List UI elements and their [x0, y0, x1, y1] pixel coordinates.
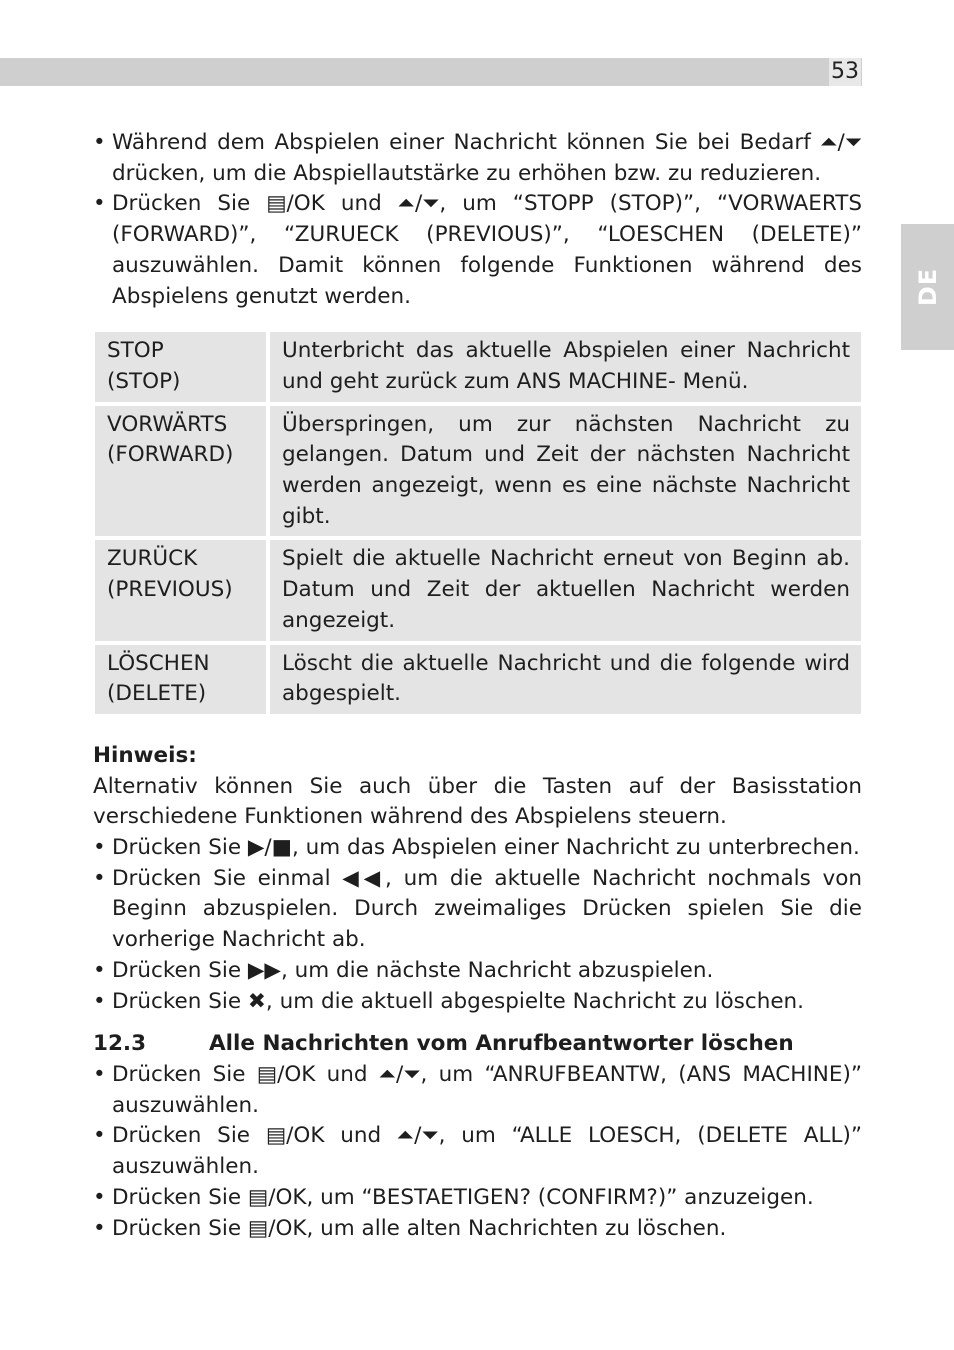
function-key-de: STOP [107, 338, 164, 364]
section-bullet: • Drücken Sie ▤/OK, um “BESTAETIGEN? (CONFIRM?)” anzuzeigen. [93, 1183, 862, 1214]
note-bullet: • Drücken Sie ▶/■, um das Abspielen einer Nachricht zu unterbrechen. [93, 833, 862, 864]
function-key-de: LÖSCHEN [107, 650, 210, 676]
function-description: Unterbricht das aktuelle Abspielen einer Nachricht und geht zurück zum ANS MACHINE- Menü. [270, 332, 861, 401]
header-bar [0, 58, 862, 86]
note-list [93, 833, 862, 1017]
function-key-de: ZURÜCK [107, 546, 198, 572]
section-title: Alle Nachrichten vom Anrufbeantworter löschen [209, 1031, 794, 1057]
function-key [95, 406, 270, 537]
function-key [95, 540, 270, 640]
intro-bullet: • Drücken Sie ▤/OK und ⏶/⏷, um “STOPP (STOP)”, “VORWAERTS (FORWARD)”, “ZURUECK (PREVIOUS)”, “LOESCHEN (DELETE)” auszuwählen. Damit können folgende Funktionen während des Abspielens genutzt werden. [93, 189, 862, 312]
function-description: Löscht die aktuelle Nachricht und die folgende wird abgespielt. [270, 645, 861, 714]
function-key [95, 645, 270, 714]
intro-bullet: • Während dem Abspielen einer Nachricht können Sie bei Bedarf ⏶/⏷ drücken, um die Abspiellautstärke zu erhöhen bzw. zu reduzieren. [93, 128, 862, 189]
note-bullet: • Drücken Sie einmal ◀◀, um die aktuelle Nachricht nochmals von Beginn abzuspielen. Durch zweimaliges Drücken spielen Sie die vorherige Nachricht ab. [93, 864, 862, 956]
section-number: 12.3 [93, 1031, 147, 1057]
function-description: Spielt die aktuelle Nachricht erneut von Beginn ab. Datum und Zeit der aktuellen Nachricht werden angezeigt. [270, 540, 861, 640]
language-tab-label: DE [913, 267, 942, 307]
section-bullet: • Drücken Sie ▤/OK, um alle alten Nachrichten zu löschen. [93, 1214, 862, 1245]
function-key-en: (DELETE) [107, 681, 207, 707]
table-row [95, 645, 861, 714]
function-key-de: VORWÄRTS [107, 411, 228, 437]
function-key-en: (STOP) [107, 368, 181, 394]
section-bullet: • Drücken Sie ▤/OK und ⏶/⏷, um “ANRUFBEANTW, (ANS MACHINE)” auszuwählen. [93, 1060, 862, 1121]
note-title: Hinweis: [93, 742, 197, 768]
intro-list [93, 128, 862, 312]
note-text: Alternativ können Sie auch über die Tasten auf der Basisstation verschiedene Funktionen während des Abspielens steuern. [93, 773, 862, 830]
section-heading [93, 1029, 862, 1060]
table-row [95, 332, 861, 401]
page-number: 53 [831, 59, 859, 84]
function-key-en: (PREVIOUS) [107, 577, 233, 603]
table-row [95, 540, 861, 640]
section-list [93, 1060, 862, 1244]
language-tab [901, 224, 954, 350]
note-bullet: • Drücken Sie ✖, um die aktuell abgespielte Nachricht zu löschen. [93, 987, 862, 1018]
function-table [95, 328, 861, 718]
table-row [95, 406, 861, 537]
note-bullet: • Drücken Sie ▶▶, um die nächste Nachricht abzuspielen. [93, 956, 862, 987]
section-bullet: • Drücken Sie ▤/OK und ⏶/⏷, um “ALLE LOESCH, (DELETE ALL)” auszuwählen. [93, 1121, 862, 1182]
page-content [93, 128, 862, 1244]
function-key-en: (FORWARD) [107, 442, 234, 468]
function-key [95, 332, 270, 401]
function-description: Überspringen, um zur nächsten Nachricht zu gelangen. Datum und Zeit der nächsten Nachricht werden angezeigt, wenn es eine nächste Nachricht gibt. [270, 406, 861, 537]
